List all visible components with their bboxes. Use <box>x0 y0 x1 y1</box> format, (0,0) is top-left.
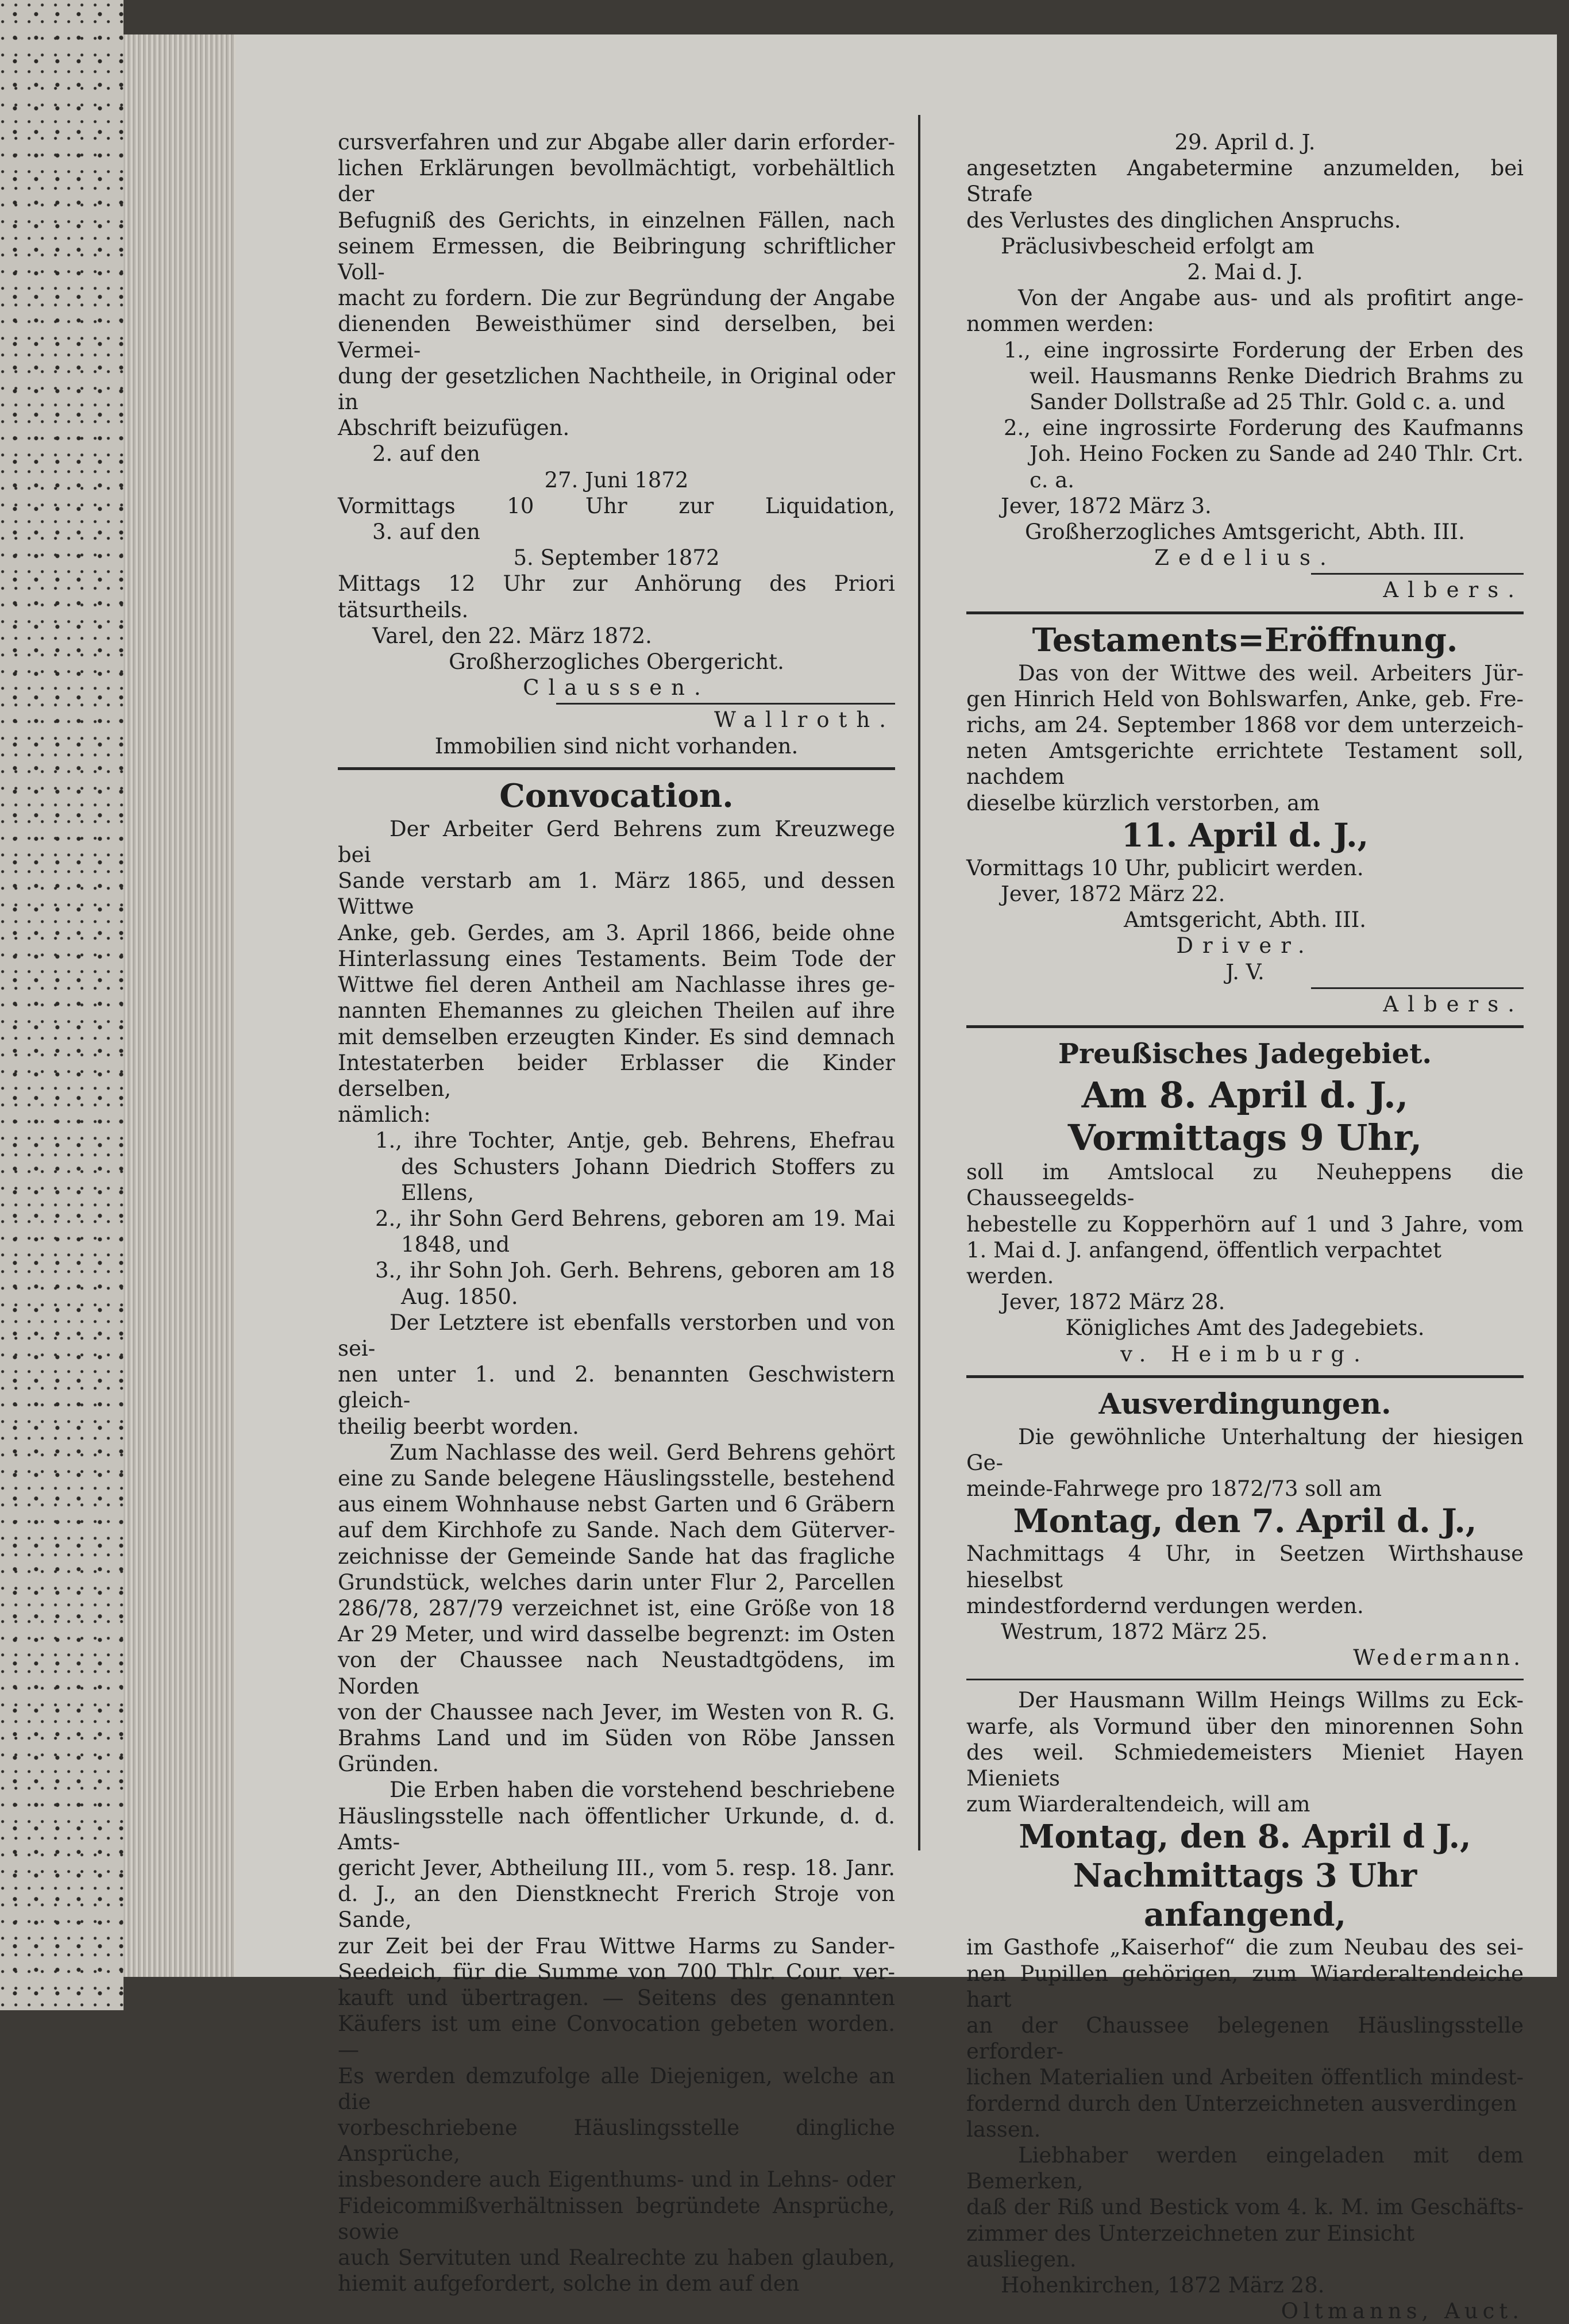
text-line: dieselbe kürzlich verstorben, am <box>966 790 1320 815</box>
text-line: insbesondere auch Eigenthums- und in Lehns- oder <box>338 2167 895 2192</box>
signature: Zedelius. <box>1154 545 1336 571</box>
court-name: Königliches Amt des Jadegebiets. <box>1065 1315 1425 1341</box>
text-line: 286/78, 287/79 verzeichnet ist, eine Größe von 18 <box>338 1595 895 1621</box>
text-line: Ar 29 Meter, und wird dasselbe begrenzt: im Osten <box>338 1622 895 1647</box>
text-line: an der Chaussee belegenen Häuslingsstelle erforder- <box>966 2013 1524 2064</box>
convocation-paragraph <box>338 1310 895 1440</box>
text-line: von der Chaussee nach Neustadtgödens, im Norden <box>338 1648 895 1699</box>
text-line: zeichnisse der Gemeinde Sande hat das fragliche <box>338 1544 895 1569</box>
term-liquidation: Vormittags 10 Uhr zur Liquidation, <box>338 493 895 518</box>
right-column <box>966 129 1524 2324</box>
text-line: Sande verstarb am 1. März 1865, und dessen Wittwe <box>338 868 895 919</box>
text-line: nen Pupillen gehörigen, zum Wiarderaltendeiche hart <box>966 1961 1524 2012</box>
signature: Wedermann. <box>1353 1645 1524 1671</box>
text-line: Seedeich, für die Summe von 700 Thlr. Cour. ver- <box>338 1959 895 1984</box>
convocation-paragraph <box>338 1777 895 2296</box>
text-line: hiemit aufgefordert, solche in dem auf den <box>338 2271 800 2296</box>
text-line: im Gasthofe „Kaiserhof“ die zum Neubau des sei- <box>966 1935 1524 1960</box>
term-item-3: 3. auf den <box>372 520 480 545</box>
page-edges <box>124 34 244 1977</box>
term-date: 2. Mai d. J. <box>1187 260 1303 285</box>
text-line: macht zu fordern. Die zur Begründung der Angabe <box>338 286 895 311</box>
text-line: Es werden demzufolge alle Diejenigen, welche an die <box>338 2063 895 2114</box>
section-rule <box>966 1679 1524 1680</box>
section-rule <box>966 1375 1524 1378</box>
text-line: zur Zeit bei der Frau Wittwe Harms zu Sander- <box>338 1933 895 1959</box>
list-item: 1., eine ingrossirte Forderung der Erben des weil. Hausmanns Renke Diedrich Brahms zu Sander Dollstraße ad 25 Thlr. Gold c. a. und <box>1004 337 1524 415</box>
list-item: 2., eine ingrossirte Forderung des Kaufmanns Joh. Heino Focken zu Sande ad 240 Thlr. Crt. c. a. <box>1004 415 1524 492</box>
text-line: auch Servituten und Realrechte zu haben glauben, <box>338 2245 895 2271</box>
place-date: Jever, 1872 März 28. <box>1001 1290 1225 1315</box>
signature: Albers. <box>1383 991 1524 1017</box>
announcement-time: Nachmittags 3 Uhr anfangend, <box>1073 1857 1417 1934</box>
text-line: vorbeschriebene Häuslingsstelle dingliche Ansprüche, <box>338 2115 895 2167</box>
text-line: angesetzten Angabetermine anzumelden, bei Strafe <box>966 156 1524 207</box>
text-line: Von der Angabe aus- und als profitirt ange- <box>1018 286 1524 311</box>
text-line: Der Hausmann Willm Heings Willms zu Eck- <box>1018 1688 1524 1713</box>
place-date: Jever, 1872 März 3. <box>1001 493 1212 518</box>
left-column <box>338 129 895 2296</box>
text-line: des weil. Schmiedemeisters Mieniet Hayen Mieniets <box>966 1740 1524 1791</box>
text-line: Die gewöhnliche Unterhaltung der hiesigen Ge- <box>966 1424 1524 1475</box>
announcement-date: 11. April d. J., <box>1121 816 1369 855</box>
place-date: Hohenkirchen, 1872 März 28. <box>1001 2273 1325 2298</box>
section-rule <box>966 1025 1524 1028</box>
text-line: Gründen. <box>338 1752 440 1777</box>
place-date: Varel, den 22. März 1872. <box>372 623 652 648</box>
note-line: Immobilien sind nicht vorhanden. <box>434 733 799 759</box>
text-line: lichen Erklärungen bevollmächtigt, vorbehältlich der <box>338 156 895 207</box>
list-item: 1., ihre Tochter, Antje, geb. Behrens, Ehefrau des Schusters Johann Diedrich Stoffers zu Ellens, <box>375 1128 895 1205</box>
text-line: Nachmittags 4 Uhr, in Seetzen Wirthshause hieselbst <box>966 1541 1524 1592</box>
signature-rule <box>1311 573 1524 575</box>
signature: Claussen. <box>523 675 710 701</box>
signature: Driver. <box>1176 933 1314 959</box>
text-line: Häuslingsstelle nach öffentlicher Urkunde, d. d. Amts- <box>338 1803 895 1854</box>
text-line: nannten Ehemannes zu gleichen Theilen auf ihre <box>338 998 895 1024</box>
term-anhoerung: Mittags 12 Uhr zur Anhörung des Priori <box>338 571 895 597</box>
heirs-list <box>338 1128 895 1309</box>
text-line: gen Hinrich Held von Bohlswarfen, Anke, geb. Fre- <box>966 686 1524 711</box>
text-line: hebestelle zu Kopperhörn auf 1 und 3 Jahre, vom <box>966 1211 1524 1237</box>
announcement-time: Vormittags 9 Uhr, <box>1067 1117 1422 1159</box>
text-line: des Verlustes des dinglichen Anspruchs. <box>966 207 1401 233</box>
text-line: Das von der Wittwe des weil. Arbeiters Jür- <box>1018 660 1524 686</box>
section-heading: Preußisches Jadegebiet. <box>1058 1038 1432 1071</box>
announcement-date: Am 8. April d. J., <box>1081 1074 1409 1117</box>
text-line: Liebhaber werden eingeladen mit dem Bemerken, <box>966 2142 1524 2194</box>
section-rule <box>966 611 1524 614</box>
text-line: 1. Mai d. J. anfangend, öffentlich verpachtet werden. <box>966 1237 1441 1288</box>
text-line: Brahms Land und im Süden von Röbe Janssen <box>338 1725 895 1750</box>
continuation-paragraph <box>338 129 895 441</box>
text-line: d. J., an den Dienstknecht Frerich Stroje von Sande, <box>338 1881 895 1933</box>
term-date: 5. September 1872 <box>513 545 720 571</box>
text-line: Vormittags 10 Uhr, publicirt werden. <box>966 855 1364 880</box>
text-line: warfe, als Vormund über den minorennen Sohn <box>966 1714 1524 1739</box>
text-line: Zum Nachlasse des weil. Gerd Behrens gehört <box>390 1440 895 1465</box>
text-line: Intestaterben beider Erblasser die Kinder derselben, <box>338 1050 895 1101</box>
court-name: Großherzogliches Obergericht. <box>449 649 784 675</box>
section-heading: Ausverdingungen. <box>1098 1386 1391 1421</box>
text-line: gericht Jever, Abtheilung III., vom 5. resp. 18. Janr. <box>338 1856 895 1880</box>
text-line: cursverfahren und zur Abgabe aller darin erforder- <box>338 130 895 155</box>
text-line: Abschrift beizufügen. <box>338 415 570 441</box>
term-item-2: 2. auf den <box>372 441 480 467</box>
section-heading: Testaments=Eröffnung. <box>1032 621 1458 659</box>
text-line: von der Chaussee nach Jever, im Westen von R. G. <box>338 1699 895 1725</box>
text-line: auf dem Kirchhofe zu Sande. Nach dem Güterver- <box>338 1518 895 1543</box>
text-line: richs, am 24. September 1868 vor dem unterzeich- <box>966 713 1524 738</box>
text-line: Wittwe fiel deren Antheil am Nachlasse ihres ge- <box>338 972 895 998</box>
announcement-date: Montag, den 7. April d. J., <box>1013 1502 1477 1541</box>
text-line: seinem Ermessen, die Beibringung schriftlicher Voll- <box>338 233 895 285</box>
signature: Albers. <box>1383 578 1524 603</box>
text-line: fordernd durch den Unterzeichneten ausverdingen lassen. <box>966 2091 1517 2142</box>
text-line: Anke, geb. Gerdes, am 3. April 1866, beide ohne <box>338 920 895 945</box>
text-line: zimmer des Unterzeichneten zur Einsicht ausliegen. <box>966 2221 1415 2272</box>
convocation-paragraph <box>338 1440 895 1777</box>
text-line: dienenden Beweisthümer sind derselben, bei Vermei- <box>338 311 895 363</box>
text-line: theilig beerbt worden. <box>338 1414 579 1439</box>
text-line: Präclusivbescheid erfolgt am <box>1001 233 1314 259</box>
text-line: nommen werden: <box>966 311 1154 337</box>
text-line: Der Letztere ist ebenfalls verstorben und von sei- <box>338 1310 895 1361</box>
text-line: kauft und übertragen. — Seitens des genannten <box>338 1986 895 2011</box>
section-rule <box>338 767 895 770</box>
text-line: Befugniß des Gerichts, in einzelnen Fällen, nach <box>338 207 895 233</box>
signature: v. Heimburg. <box>1120 1341 1370 1367</box>
term-date: 27. Juni 1872 <box>544 467 689 492</box>
text-line: meinde-Fahrwege pro 1872/73 soll am <box>966 1476 1382 1502</box>
signature-rule <box>1311 987 1524 989</box>
text-line: nämlich: <box>338 1102 431 1128</box>
signature: J. V. <box>1225 959 1265 984</box>
book-binding-edge <box>0 0 124 2010</box>
list-item: 3., ihr Sohn Joh. Gerh. Behrens, geboren am 18 Aug. 1850. <box>375 1258 895 1309</box>
text-line: mit demselben erzeugten Kinder. Es sind demnach <box>338 1024 895 1049</box>
court-name: Großherzogliches Amtsgericht, Abth. III. <box>1025 520 1465 545</box>
text-line: mindestfordernd verdungen werden. <box>966 1593 1364 1618</box>
signature-rule <box>556 703 895 705</box>
term-date: 29. April d. J. <box>1174 130 1316 155</box>
convocation-paragraph <box>338 816 895 1128</box>
text-line: Die Erben haben die vorstehend beschriebene <box>390 1777 895 1803</box>
place-date: Jever, 1872 März 22. <box>1001 882 1225 907</box>
text-line: soll im Amtslocal zu Neuheppens die Chausseegelds- <box>966 1160 1524 1211</box>
text-line: zum Wiarderaltendeich, will am <box>966 1792 1310 1817</box>
text-line: Hinterlassung eines Testaments. Beim Tode der <box>338 946 895 971</box>
text-line: Fideicommißverhältnissen begründete Ansprüche, sowie <box>338 2193 895 2244</box>
list-item: 2., ihr Sohn Gerd Behrens, geboren am 19. Mai 1848, und <box>375 1206 895 1257</box>
text-line: Grundstück, welches darin unter Flur 2, Parcellen <box>338 1569 895 1595</box>
text-line: daß der Riß und Bestick vom 4. k. M. im Geschäfts- <box>966 2195 1524 2220</box>
text-line: Käufers ist um eine Convocation gebeten worden. — <box>338 2011 895 2063</box>
section-heading: Convocation. <box>499 776 734 815</box>
signature: Oltmanns, Auct. <box>1281 2299 1524 2324</box>
text-line: tätsurtheils. <box>338 597 469 622</box>
signature: Wallroth. <box>714 707 895 733</box>
announcement-date: Montag, den 8. April d J., <box>1019 1818 1471 1856</box>
text-line: dung der gesetzlichen Nachtheile, in Original oder in <box>338 363 895 415</box>
text-line: lichen Materialien und Arbeiten öffentlich mindest- <box>966 2065 1524 2090</box>
text-line: nen unter 1. und 2. benannten Geschwistern gleich- <box>338 1362 895 1413</box>
place-date: Westrum, 1872 März 25. <box>1001 1619 1268 1644</box>
column-divider <box>918 115 920 1850</box>
text-line: eine zu Sande belegene Häuslingsstelle, bestehend <box>338 1465 895 1491</box>
text-line: aus einem Wohnhause nebst Garten und 6 Gräbern <box>338 1492 895 1517</box>
court-name: Amtsgericht, Abth. III. <box>1124 907 1366 933</box>
text-line: Der Arbeiter Gerd Behrens zum Kreuzwege bei <box>338 816 895 868</box>
text-line: neten Amtsgerichte errichtete Testament soll, nachdem <box>966 738 1524 790</box>
